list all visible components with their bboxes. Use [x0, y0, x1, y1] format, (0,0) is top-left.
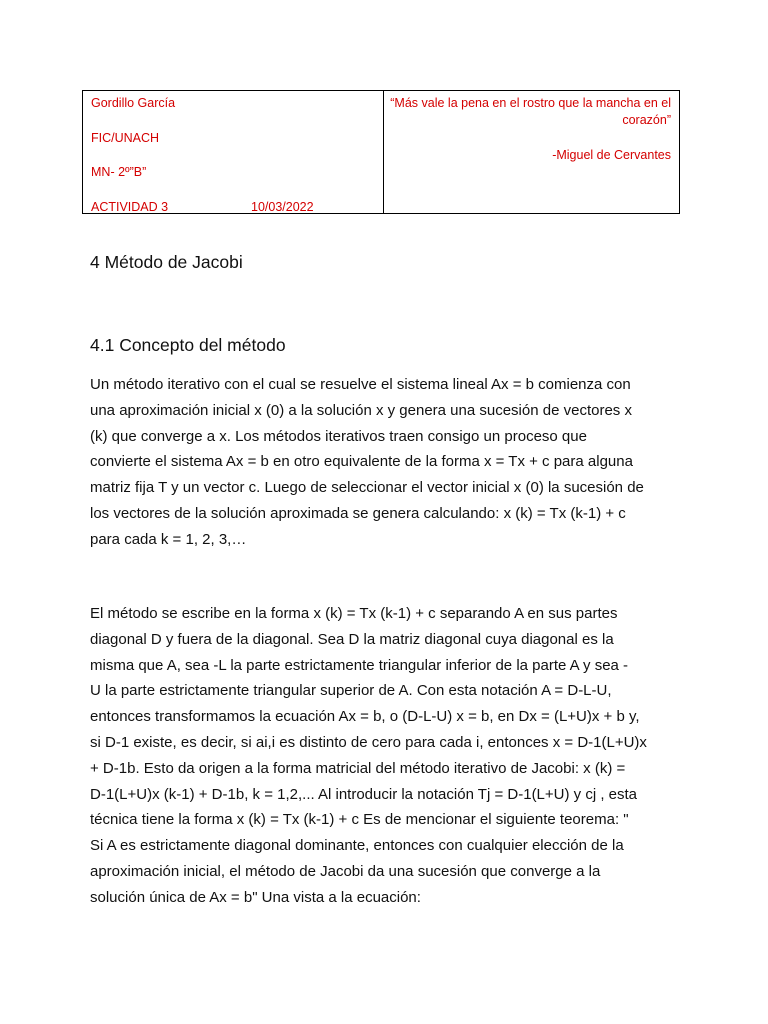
paragraph-2	[90, 601, 690, 911]
paragraph-2-line: entonces transformamos la ecuación Ax = b, o (D-L-U) x = b, en Dx = (L+U)x + b y,	[90, 708, 640, 726]
header-left-cell	[83, 91, 384, 213]
section-title: 4 Método de Jacobi	[90, 252, 243, 272]
paragraph-2-line: solución única de Ax = b" Una vista a la ecuación:	[90, 888, 421, 906]
subsection-title: 4.1 Concepto del método	[90, 335, 286, 355]
paragraph-1-line: una aproximación inicial x (0) a la solución x y genera una sucesión de vectores x	[90, 401, 632, 419]
paragraph-2-line: El método se escribe en la forma x (k) = Tx (k-1) + c separando A en sus partes	[90, 605, 618, 622]
paragraph-2-line: técnica tiene la forma x (k) = Tx (k-1) + c Es de mencionar el siguiente teorema: "	[90, 811, 629, 829]
paragraph-2-line: si D-1 existe, es decir, si ai,i es distinto de cero para cada i, entonces x = D-1(L+U)x	[90, 733, 647, 751]
paragraph-1	[90, 372, 690, 553]
institution: FIC/UNACH	[91, 131, 160, 145]
paragraph-2-line: diagonal D y fuera de la diagonal. Sea D la matriz diagonal cuya diagonal es la	[90, 630, 614, 648]
paragraph-2-line: + D-1b. Esto da origen a la forma matricial del método iterativo de Jacobi: x (k) =	[90, 759, 626, 777]
header-right-cell	[384, 91, 679, 213]
quote-author: -Miguel de Cervantes	[552, 148, 671, 162]
activity-date: 10/03/2022	[251, 200, 314, 214]
paragraph-1-line: matriz fija T y un vector c. Luego de seleccionar el vector inicial x (0) la sucesión de	[90, 479, 644, 497]
author-name: Gordillo García	[91, 96, 176, 110]
paragraph-1-line: Un método iterativo con el cual se resuelve el sistema lineal Ax = b comienza con	[90, 376, 631, 393]
group: MN- 2º”B”	[91, 165, 147, 179]
paragraph-1-line: (k) que converge a x. Los métodos iterativos traen consigo un proceso que	[90, 427, 587, 445]
paragraph-1-line: convierte el sistema Ax = b en otro equivalente de la forma x = Tx + c para alguna	[90, 453, 633, 471]
paragraph-2-line: Si A es estrictamente diagonal dominante, entonces con cualquier elección de la	[90, 837, 624, 855]
header-table	[82, 90, 680, 214]
paragraph-1-line: los vectores de la solución aproximada se genera calculando: x (k) = Tx (k-1) + c	[90, 504, 626, 522]
quote-line-1: “Más vale la pena en el rostro que la mancha en el	[390, 96, 671, 110]
quote-line-2: corazón”	[622, 113, 671, 127]
paragraph-2-line: misma que A, sea -L la parte estrictamente triangular inferior de la parte A y sea -	[90, 656, 629, 674]
paragraph-2-line: U la parte estrictamente triangular superior de A. Con esta notación A = D-L-U,	[90, 682, 612, 700]
activity-label: ACTIVIDAD 3	[91, 200, 169, 214]
paragraph-1-line: para cada k = 1, 2, 3,…	[90, 530, 247, 548]
paragraph-2-line: D-1(L+U)x (k-1) + D-1b, k = 1,2,... Al introducir la notación Tj = D-1(L+U) y cj , esta	[90, 785, 638, 803]
paragraph-2-line: aproximación inicial, el método de Jacobi da una sucesión que converge a la	[90, 862, 601, 880]
